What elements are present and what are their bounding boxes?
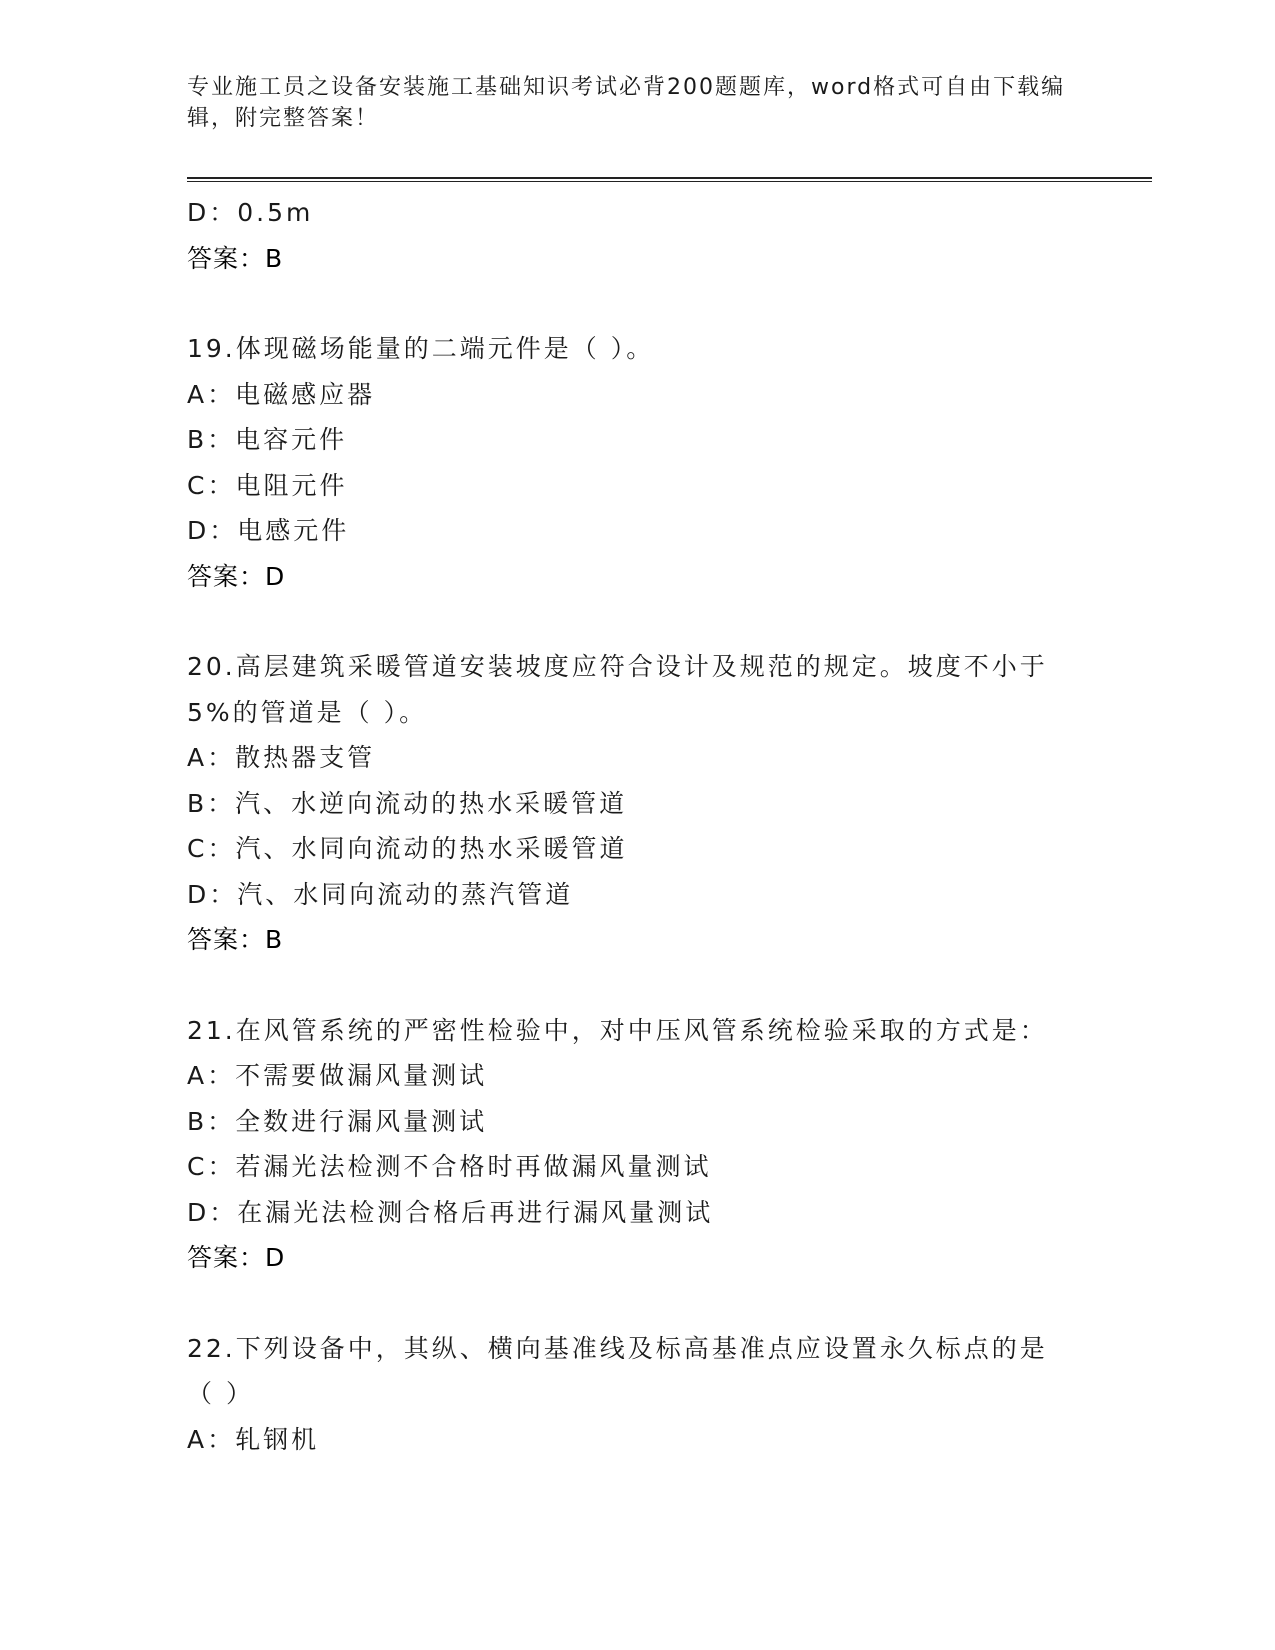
question-stem: 22.下列设备中，其纵、横向基准线及标高基准点应设置永久标点的是 [187,1333,1048,1363]
question-19 [187,326,1087,599]
option-d: D：在漏光法检测合格后再进行漏风量测试 [187,1197,714,1227]
question-stem-continued: 5%的管道是（ ）。 [187,697,428,727]
question-22 [187,1326,1087,1463]
option-c: C：若漏光法检测不合格时再做漏风量测试 [187,1152,712,1181]
answer-line: 答案：B [187,925,284,954]
question-21 [187,1008,1087,1281]
option-b: B：全数进行漏风量测试 [187,1106,488,1136]
question-stem: 19.体现磁场能量的二端元件是（ ）。 [187,334,655,363]
option-c: C：电阻元件 [187,470,348,500]
page-header: 专业施工员之设备安装施工基础知识考试必背200题题库，word格式可自由下载编辑，附完整答案！ [187,75,1066,131]
option-a: A：轧钢机 [187,1424,320,1454]
answer-line: 答案：B [187,243,284,273]
answer-line: 答案：D [187,561,286,591]
question-stem-continued: （ ） [187,1379,254,1408]
option-c: C：汽、水同向流动的热水采暖管道 [187,834,628,863]
header-divider [187,177,1152,179]
option-d: D：电感元件 [187,516,350,545]
option-a: A：散热器支管 [187,743,376,772]
header-divider-thin [187,181,1152,182]
question-stem: 20.高层建筑采暖管道安装坡度应符合设计及规范的规定。坡度不小于 [187,652,1048,681]
option-d: D：0.5m [187,198,314,227]
question-20 [187,644,1087,963]
question-stem: 21.在风管系统的严密性检验中，对中压风管系统检验采取的方式是： [187,1015,1048,1045]
option-b: B：电容元件 [187,425,348,454]
option-a: A：不需要做漏风量测试 [187,1061,488,1090]
option-a: A：电磁感应器 [187,379,376,409]
question-list [187,190,1087,1462]
option-d: D：汽、水同向流动的蒸汽管道 [187,879,574,909]
option-b: B：汽、水逆向流动的热水采暖管道 [187,788,628,818]
answer-line: 答案：D [187,1243,286,1272]
